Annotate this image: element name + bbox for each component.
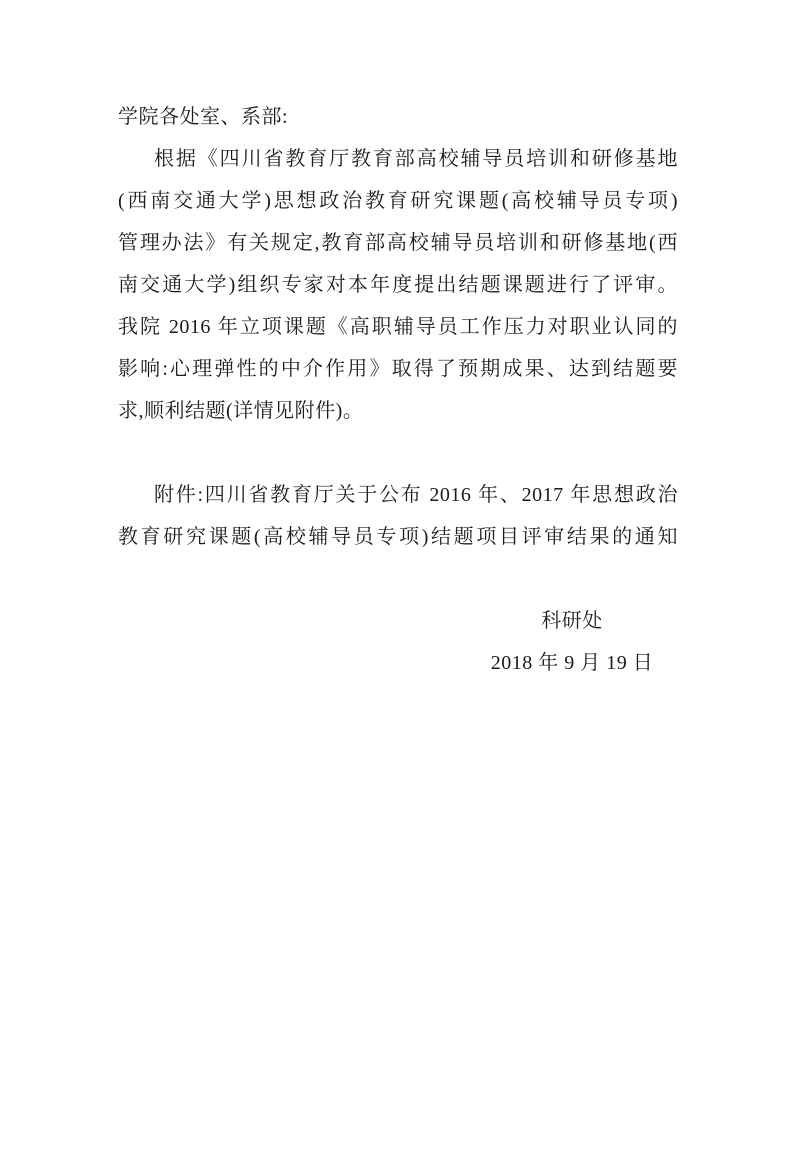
blank-line [118,558,678,600]
body-line-5: 我院 2016 年立项课题《高职辅导员工作压力对职业认同的 [118,316,678,338]
body-line-2: (西南交通大学)思想政治教育研究课题(高校辅导员专项) [118,190,678,212]
attachment-line-2: 教育研究课题(高校辅导员专项)结题项目评审结果的通知 [118,526,678,548]
attachment-line-1: 附件:四川省教育厅关于公布 2016 年、2017 年思想政治 [154,484,678,506]
body-line-1: 根据《四川省教育厅教育部高校辅导员培训和研修基地 [154,148,678,170]
body-line-3: 管理办法》有关规定,教育部高校辅导员培训和研修基地(西 [118,232,678,254]
signature-date: 2018 年 9 月 19 日 [490,652,654,674]
body-line-6: 影响:心理弹性的中介作用》取得了预期成果、达到结题要 [118,358,678,380]
signature-block [474,600,670,684]
salutation-line: 学院各处室、系部: [118,106,289,128]
blank-line [118,432,678,474]
body-line-4: 南交通大学)组织专家对本年度提出结题课题进行了评审。 [118,274,678,296]
body-line-7: 求,顺利结题(详情见附件)。 [118,400,364,422]
signature-department: 科研处 [541,610,603,632]
